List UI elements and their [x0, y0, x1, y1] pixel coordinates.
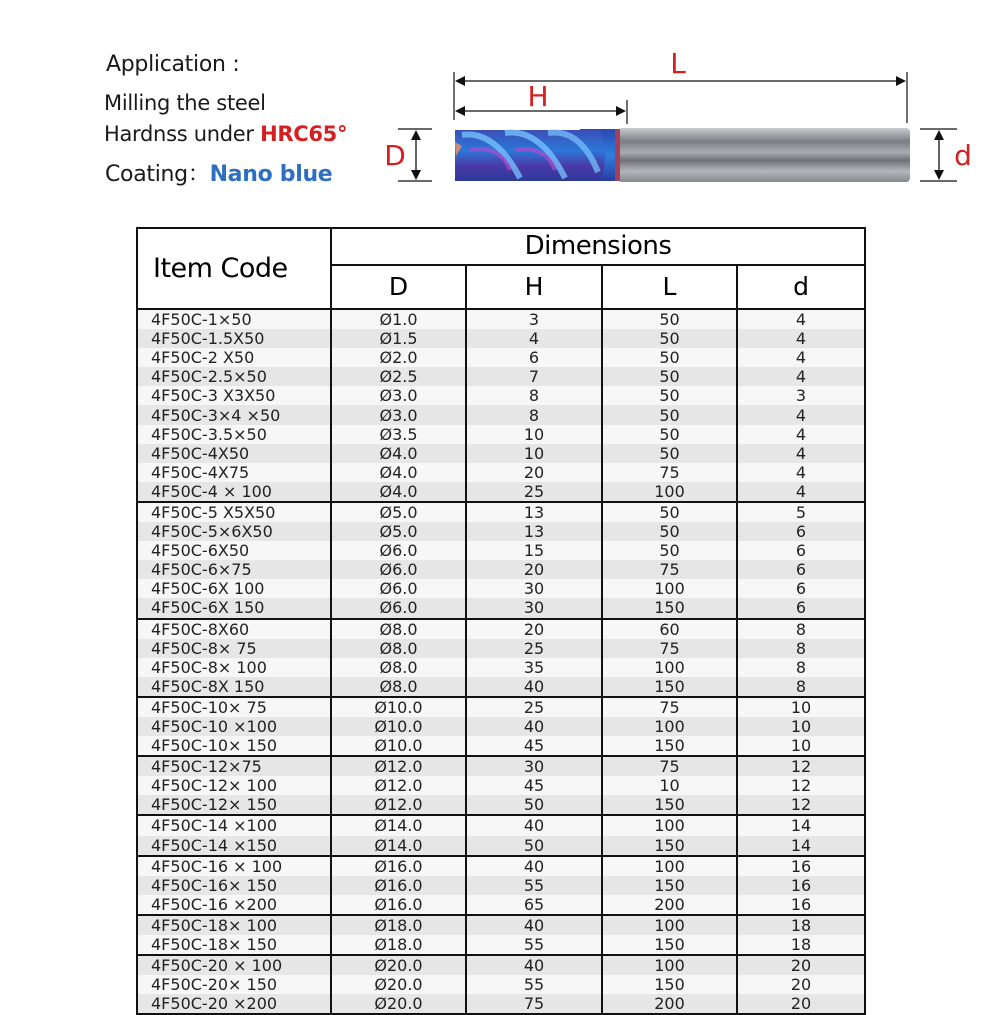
flute-length-cell: 40: [466, 677, 602, 697]
overall-length-cell: 150: [602, 975, 737, 994]
flute-length-cell: 3: [466, 309, 602, 329]
item-code-cell: 4F50C-2 X50: [137, 348, 331, 367]
cutting-diameter-cell: Ø4.0: [331, 463, 466, 482]
item-code-cell: 4F50C-16 ×200: [137, 895, 331, 915]
overall-length-cell: 200: [602, 895, 737, 915]
shank-diameter-cell: 4: [737, 329, 865, 348]
cutting-diameter-cell: Ø10.0: [331, 697, 466, 717]
flute-length-cell: 20: [466, 560, 602, 579]
flute-length-cell: 30: [466, 756, 602, 776]
table-row: [137, 895, 865, 915]
table-body: [137, 309, 865, 1014]
overall-length-cell: 100: [602, 915, 737, 935]
item-code-cell: 4F50C-6X50: [137, 541, 331, 560]
item-code-cell: 4F50C-4 × 100: [137, 482, 331, 502]
shank-diameter-cell: 6: [737, 541, 865, 560]
table-row: [137, 405, 865, 424]
shank-diameter-cell: 4: [737, 444, 865, 463]
flute-length-cell: 4: [466, 329, 602, 348]
cutting-diameter-cell: Ø8.0: [331, 619, 466, 639]
flute-length-cell: 8: [466, 405, 602, 424]
item-code-cell: 4F50C-5×6X50: [137, 522, 331, 541]
cutting-diameter-cell: Ø14.0: [331, 836, 466, 856]
table-row: [137, 619, 865, 639]
cutting-diameter-cell: Ø8.0: [331, 677, 466, 697]
table-row: [137, 955, 865, 975]
overall-length-cell: 50: [602, 309, 737, 329]
column-header-L: L: [602, 265, 737, 309]
cutting-diameter-cell: Ø20.0: [331, 994, 466, 1014]
flute-length-cell: 13: [466, 522, 602, 541]
item-code-cell: 4F50C-20 × 100: [137, 955, 331, 975]
cutting-diameter-cell: Ø2.0: [331, 348, 466, 367]
shank-diameter-cell: 4: [737, 482, 865, 502]
flute-length-cell: 10: [466, 444, 602, 463]
flute-length-cell: 25: [466, 482, 602, 502]
shank-diameter-cell: 18: [737, 935, 865, 955]
table-row: [137, 579, 865, 598]
table-row: [137, 367, 865, 386]
shank-diameter-cell: 12: [737, 776, 865, 795]
table-row: [137, 795, 865, 815]
overall-length-cell: 150: [602, 598, 737, 618]
table-row: [137, 425, 865, 444]
item-code-cell: 4F50C-8× 75: [137, 639, 331, 658]
shank-diameter-cell: 4: [737, 367, 865, 386]
shank-diameter-cell: 14: [737, 815, 865, 835]
flute-length-cell: 40: [466, 955, 602, 975]
table-row: [137, 329, 865, 348]
flute-length-cell: 55: [466, 935, 602, 955]
cutting-diameter-cell: Ø3.0: [331, 386, 466, 405]
item-code-cell: 4F50C-8× 100: [137, 658, 331, 677]
overall-length-cell: 150: [602, 677, 737, 697]
cutting-diameter-cell: Ø3.0: [331, 405, 466, 424]
cutting-diameter-cell: Ø6.0: [331, 560, 466, 579]
flute-length-cell: 30: [466, 598, 602, 618]
shank-diameter-cell: 8: [737, 658, 865, 677]
cutting-diameter-cell: Ø20.0: [331, 955, 466, 975]
item-code-cell: 4F50C-6X 100: [137, 579, 331, 598]
shank-diameter-cell: 10: [737, 717, 865, 736]
item-code-cell: 4F50C-14 ×150: [137, 836, 331, 856]
overall-length-cell: 75: [602, 639, 737, 658]
application-use: Milling the steel: [104, 91, 266, 115]
table-row: [137, 815, 865, 835]
flute-length-cell: 55: [466, 975, 602, 994]
end-mill-diagram: [0, 0, 1000, 210]
overall-length-cell: 100: [602, 482, 737, 502]
shank-diameter-cell: 14: [737, 836, 865, 856]
table-row: [137, 348, 865, 367]
coating-label: Coating：: [105, 162, 210, 187]
item-code-cell: 4F50C-6X 150: [137, 598, 331, 618]
table-row: [137, 776, 865, 795]
item-code-cell: 4F50C-8X 150: [137, 677, 331, 697]
item-code-cell: 4F50C-5 X5X50: [137, 502, 331, 522]
label-D: D: [384, 139, 406, 172]
table-row: [137, 522, 865, 541]
overall-length-cell: 50: [602, 444, 737, 463]
flute-length-cell: 50: [466, 795, 602, 815]
overall-length-cell: 50: [602, 348, 737, 367]
shank-diameter-cell: 12: [737, 795, 865, 815]
item-code-cell: 4F50C-10× 150: [137, 736, 331, 756]
item-code-cell: 4F50C-12× 150: [137, 795, 331, 815]
shank-diameter-cell: 20: [737, 994, 865, 1014]
cutting-diameter-dimension: [384, 129, 432, 181]
table-row: [137, 876, 865, 895]
shank-diameter-cell: 6: [737, 560, 865, 579]
overall-length-cell: 60: [602, 619, 737, 639]
flute-length-cell: 6: [466, 348, 602, 367]
shank-diameter-cell: 8: [737, 677, 865, 697]
table-row: [137, 482, 865, 502]
shank-diameter-cell: 6: [737, 598, 865, 618]
table-row: [137, 598, 865, 618]
cutting-diameter-cell: Ø18.0: [331, 935, 466, 955]
cutting-diameter-cell: Ø4.0: [331, 482, 466, 502]
column-header-D: D: [331, 265, 466, 309]
shank-diameter-cell: 20: [737, 955, 865, 975]
overall-length-cell: 100: [602, 658, 737, 677]
item-code-cell: 4F50C-18× 100: [137, 915, 331, 935]
shank-diameter-cell: 20: [737, 975, 865, 994]
item-code-cell: 4F50C-1×50: [137, 309, 331, 329]
shank-diameter-cell: 8: [737, 619, 865, 639]
shank-diameter-cell: 4: [737, 309, 865, 329]
overall-length-cell: 50: [602, 405, 737, 424]
overall-length-cell: 100: [602, 579, 737, 598]
overall-length-cell: 50: [602, 425, 737, 444]
overall-length-cell: 75: [602, 560, 737, 579]
item-code-cell: 4F50C-1.5X50: [137, 329, 331, 348]
table-row: [137, 975, 865, 994]
overall-length-cell: 50: [602, 386, 737, 405]
table-row: [137, 639, 865, 658]
shank-diameter-cell: 10: [737, 697, 865, 717]
item-code-cell: 4F50C-16 × 100: [137, 856, 331, 876]
column-header-d: d: [737, 265, 865, 309]
flute-length-cell: 40: [466, 815, 602, 835]
overall-length-cell: 75: [602, 463, 737, 482]
coating-value: Nano blue: [209, 162, 333, 187]
item-code-cell: 4F50C-12× 100: [137, 776, 331, 795]
flute-length-cell: 20: [466, 463, 602, 482]
item-code-cell: 4F50C-6×75: [137, 560, 331, 579]
table-row: [137, 444, 865, 463]
cutting-diameter-cell: Ø1.0: [331, 309, 466, 329]
overall-length-cell: 50: [602, 502, 737, 522]
table-row: [137, 836, 865, 856]
cutting-diameter-cell: Ø14.0: [331, 815, 466, 835]
overall-length-cell: 150: [602, 795, 737, 815]
flute-length-cell: 30: [466, 579, 602, 598]
cutting-diameter-cell: Ø12.0: [331, 776, 466, 795]
cutting-diameter-cell: Ø16.0: [331, 876, 466, 895]
table-row: [137, 994, 865, 1014]
overall-length-cell: 100: [602, 955, 737, 975]
item-code-cell: 4F50C-10× 75: [137, 697, 331, 717]
shank-diameter-cell: 16: [737, 895, 865, 915]
overall-length-cell: 10: [602, 776, 737, 795]
overall-length-cell: 150: [602, 736, 737, 756]
overall-length-cell: 150: [602, 836, 737, 856]
overall-length-cell: 100: [602, 717, 737, 736]
specification-table: [136, 227, 866, 1015]
table-row: [137, 915, 865, 935]
column-header-H: H: [466, 265, 602, 309]
item-code-cell: 4F50C-16× 150: [137, 876, 331, 895]
flute-length-cell: 40: [466, 717, 602, 736]
flute-length-cell: 13: [466, 502, 602, 522]
table-row: [137, 935, 865, 955]
hardness-value: HRC65°: [260, 122, 348, 146]
overall-length-cell: 200: [602, 994, 737, 1014]
application-heading: Application :: [106, 52, 240, 77]
flute-length-cell: 25: [466, 697, 602, 717]
shank-diameter-cell: 3: [737, 386, 865, 405]
overall-length-cell: 150: [602, 935, 737, 955]
table-row: [137, 677, 865, 697]
flute-length-cell: 65: [466, 895, 602, 915]
flute-length-cell: 40: [466, 856, 602, 876]
table-row: [137, 502, 865, 522]
shank-diameter-cell: 4: [737, 425, 865, 444]
item-code-cell: 4F50C-2.5×50: [137, 367, 331, 386]
overall-length-cell: 100: [602, 856, 737, 876]
cutting-diameter-cell: Ø6.0: [331, 541, 466, 560]
cutting-diameter-cell: Ø16.0: [331, 895, 466, 915]
dimensions-header: Dimensions: [331, 228, 865, 265]
table-row: [137, 856, 865, 876]
overall-length-cell: 50: [602, 329, 737, 348]
shank-diameter-cell: 4: [737, 348, 865, 367]
label-H: H: [527, 80, 549, 113]
flute-length-cell: 55: [466, 876, 602, 895]
shank-diameter-cell: 6: [737, 522, 865, 541]
cutting-diameter-cell: Ø6.0: [331, 579, 466, 598]
cutting-diameter-cell: Ø8.0: [331, 658, 466, 677]
overall-length-cell: 75: [602, 697, 737, 717]
overall-length-cell: 100: [602, 815, 737, 835]
item-code-cell: 4F50C-14 ×100: [137, 815, 331, 835]
table-row: [137, 463, 865, 482]
shank-diameter-cell: 12: [737, 756, 865, 776]
shank-diameter-cell: 5: [737, 502, 865, 522]
table-row: [137, 386, 865, 405]
cutting-diameter-cell: Ø6.0: [331, 598, 466, 618]
flute-length-cell: 15: [466, 541, 602, 560]
shank-diameter-cell: 8: [737, 639, 865, 658]
flute-length-cell: 10: [466, 425, 602, 444]
flute-length-cell: 45: [466, 776, 602, 795]
overall-length-cell: 150: [602, 876, 737, 895]
hardness-prefix: Hardnss under: [104, 122, 261, 146]
flute-length-cell: 25: [466, 639, 602, 658]
flute-length-cell: 75: [466, 994, 602, 1014]
cutting-diameter-cell: Ø16.0: [331, 856, 466, 876]
shank-diameter-cell: 16: [737, 856, 865, 876]
cutting-diameter-cell: Ø8.0: [331, 639, 466, 658]
item-code-cell: 4F50C-20× 150: [137, 975, 331, 994]
cutting-diameter-cell: Ø10.0: [331, 717, 466, 736]
overall-length-cell: 75: [602, 756, 737, 776]
flute-length-cell: 20: [466, 619, 602, 639]
item-code-cell: 4F50C-12×75: [137, 756, 331, 776]
shank-diameter-cell: 18: [737, 915, 865, 935]
flute-length-dimension: [455, 80, 627, 124]
item-code-header: Item Code: [137, 228, 331, 309]
cutting-diameter-cell: Ø12.0: [331, 756, 466, 776]
overall-length-cell: 50: [602, 367, 737, 386]
cutting-diameter-cell: Ø5.0: [331, 522, 466, 541]
table-row: [137, 697, 865, 717]
table-row: [137, 717, 865, 736]
cutting-diameter-cell: Ø3.5: [331, 425, 466, 444]
item-code-cell: 4F50C-3.5×50: [137, 425, 331, 444]
end-mill-tool: [455, 128, 910, 182]
table-row: [137, 541, 865, 560]
label-L: L: [670, 47, 686, 80]
item-code-cell: 4F50C-10 ×100: [137, 717, 331, 736]
shank-diameter-cell: 10: [737, 736, 865, 756]
shank-diameter-cell: 4: [737, 463, 865, 482]
shank-diameter-cell: 6: [737, 579, 865, 598]
cutting-diameter-cell: Ø10.0: [331, 736, 466, 756]
item-code-cell: 4F50C-20 ×200: [137, 994, 331, 1014]
flute-length-cell: 50: [466, 836, 602, 856]
item-code-cell: 4F50C-8X60: [137, 619, 331, 639]
cutting-diameter-cell: Ø2.5: [331, 367, 466, 386]
overall-length-cell: 50: [602, 541, 737, 560]
flute-length-cell: 45: [466, 736, 602, 756]
shank-diameter-dimension: [920, 129, 972, 181]
table-row: [137, 736, 865, 756]
table-row: [137, 658, 865, 677]
item-code-cell: 4F50C-18× 150: [137, 935, 331, 955]
flute-length-cell: 40: [466, 915, 602, 935]
cutting-diameter-cell: Ø18.0: [331, 915, 466, 935]
table-row: [137, 756, 865, 776]
item-code-cell: 4F50C-3×4 ×50: [137, 405, 331, 424]
table-row: [137, 309, 865, 329]
flute-length-cell: 7: [466, 367, 602, 386]
shank-diameter-cell: 4: [737, 405, 865, 424]
overall-length-cell: 50: [602, 522, 737, 541]
item-code-cell: 4F50C-4X75: [137, 463, 331, 482]
cutting-diameter-cell: Ø4.0: [331, 444, 466, 463]
item-code-cell: 4F50C-4X50: [137, 444, 331, 463]
shank-diameter-cell: 16: [737, 876, 865, 895]
cutting-diameter-cell: Ø5.0: [331, 502, 466, 522]
cutting-diameter-cell: Ø1.5: [331, 329, 466, 348]
flute-length-cell: 35: [466, 658, 602, 677]
item-code-cell: 4F50C-3 X3X50: [137, 386, 331, 405]
cutting-diameter-cell: Ø20.0: [331, 975, 466, 994]
table-row: [137, 560, 865, 579]
cutting-diameter-cell: Ø12.0: [331, 795, 466, 815]
flute-length-cell: 8: [466, 386, 602, 405]
label-d: d: [954, 139, 972, 172]
